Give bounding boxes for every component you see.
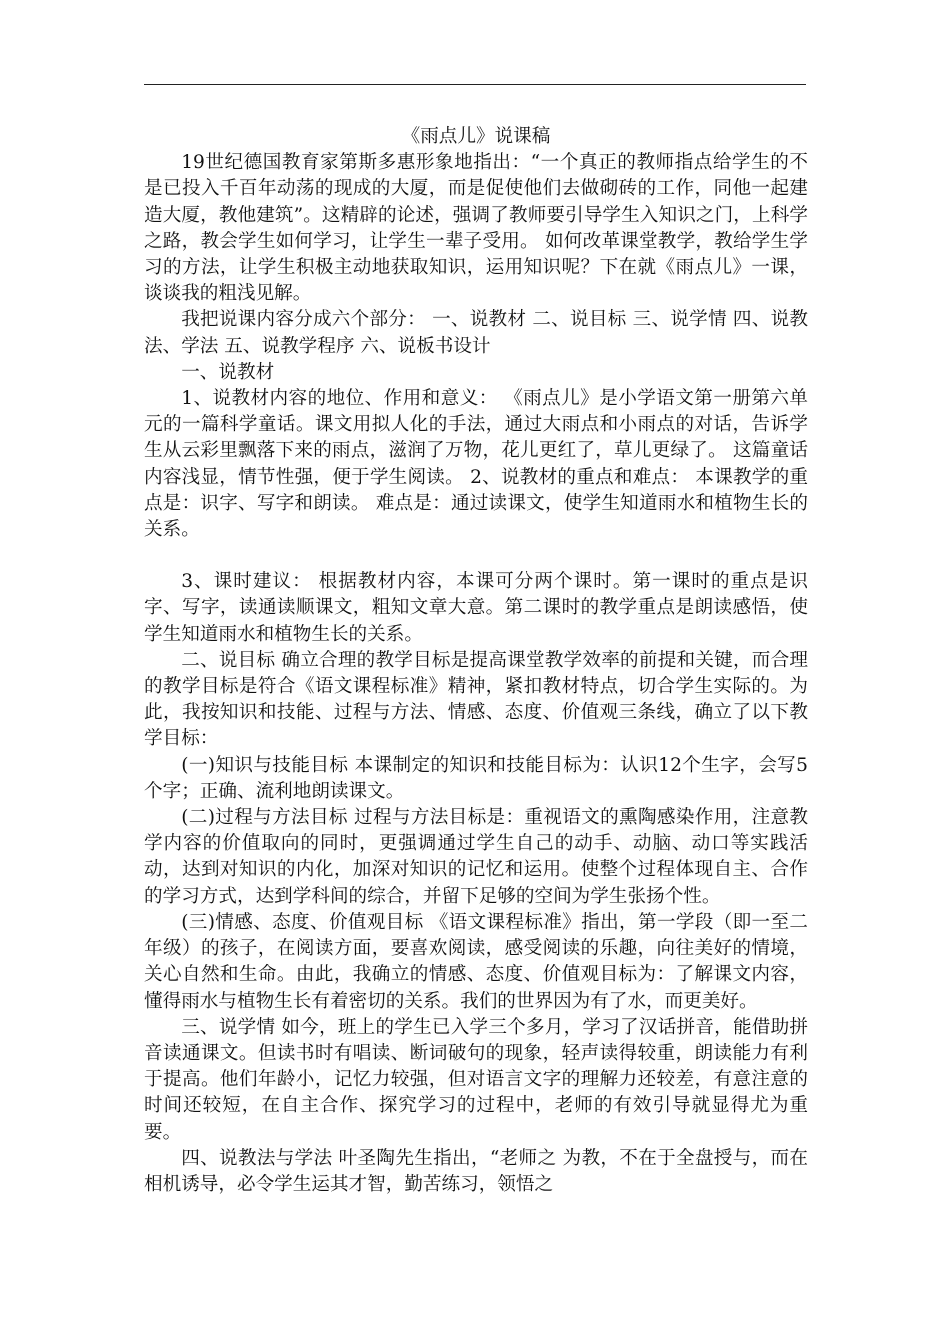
- paragraph-intro: 19世纪德国教育家第斯多惠形象地指出：“一个真正的教师指点给学生的不是已投入千百年动荡的现成的大厦，而是促使他们去做砌砖的工作，同他一起建造大厦，教他建筑”。这精辟的论述，强调了教师要引导学生入知识之门，上科学之路，教会学生如何学习，让学生一辈子受用。 如何改革课堂教学，教给学生学习的方法，让学生积极主动地获取知识，运用知识呢？下在就《雨点儿》一课，谈谈我的粗浅见解。: [144, 152, 808, 305]
- paragraph-class-hours: 3、课时建议： 根据教材内容，本课可分两个课时。第一课时的重点是识字、写字，读通读顺课文，粗知文章大意。第二课时的教学重点是朗读感悟，使学生知道雨水和植物生长的关系。: [144, 571, 808, 645]
- paragraph-methods: 四、说教法与学法 叶圣陶先生指出，“老师之 为教，不在于全盘授与，而在相机诱导，必令学生运其才智，勤苦练习，领悟之: [144, 1147, 808, 1195]
- section-heading-materials: 一、说教材: [181, 361, 275, 383]
- paragraph-goals: 二、说目标 确立合理的教学目标是提高课堂教学效率的前提和关键，而合理的教学目标是符合《语文课程标准》精神，紧扣教材特点，切合学生实际的。为此，我按知识和技能、过程与方法、情感、态度、价值观三条线，确立了以下教学目标：: [144, 649, 808, 750]
- header-rule: [144, 84, 806, 85]
- paragraph-goal-knowledge: (一)知识与技能目标 本课制定的知识和技能目标为：认识12个生字，会写5个字；正确、流利地朗读课文。: [144, 754, 808, 802]
- paragraph-goal-process: (二)过程与方法目标 过程与方法目标是：重视语文的熏陶感染作用，注意教学内容的价值取向的同时，更强调通过学生自己的动手、动脑、动口等实践活动，达到对知识的内化，加深对知识的记忆和运用。使整个过程体现自主、合作的学习方式，达到学科间的综合，并留下足够的空间为学生张扬个性。: [144, 807, 808, 907]
- paragraph-outline: 我把说课内容分成六个部分： 一、说教材 二、说目标 三、说学情 四、说教法、学法 五、说教学程序 六、说板书设计: [144, 309, 808, 357]
- paragraph-materials: 1、说教材内容的地位、作用和意义： 《雨点儿》是小学语文第一册第六单元的一篇科学童话。课文用拟人化的手法，通过大雨点和小雨点的对话，告诉学生从云彩里飘落下来的雨点，滋润了万物，花儿更红了，草儿更绿了。 这篇童话内容浅显，情节性强，便于学生阅读。 2、说教材的重点和难点： 本课教学的重点是：识字、写字和朗读。 难点是：通过读课文，使学生知道雨水和植物生长的关系。: [144, 388, 808, 541]
- document-title: 《雨点儿》说课稿: [401, 126, 551, 147]
- document-body: [144, 124, 808, 1198]
- paragraph-learners: 三、说学情 如今，班上的学生已入学三个多月，学习了汉话拼音，能借助拼音读通课文。但读书时有唱读、断词破句的现象，轻声读得较重，朗读能力有利于提高。他们年龄小，记忆力较强，但对语言文字的理解力还较差，有意注意的时间还较短，在自主合作、探究学习的过程中，老师的有效引导就显得尤为重要。: [144, 1016, 808, 1143]
- paragraph-goal-emotion: (三)情感、态度、价值观目标 《语文课程标准》指出，第一学段（即一至二年级）的孩子，在阅读方面，要喜欢阅读，感受阅读的乐趣，向往美好的情境，关心自然和生命。由此，我确立的情感、态度、价值观目标为：了解课文内容，懂得雨水与植物生长有着密切的关系。我们的世界因为有了水，而更美好。: [144, 911, 808, 1012]
